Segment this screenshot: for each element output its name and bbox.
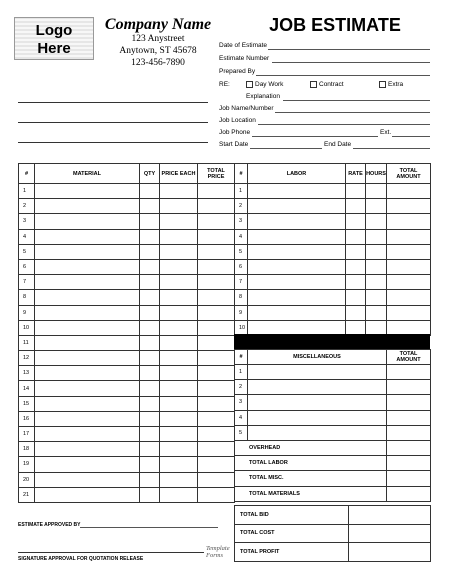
- total-label: TOTAL BID: [235, 506, 349, 525]
- misc-total-cell[interactable]: [387, 365, 431, 380]
- start-date-field[interactable]: [250, 148, 322, 149]
- labor-table: [234, 163, 431, 336]
- material-row: [19, 229, 235, 244]
- row-number: 1: [235, 184, 248, 199]
- price-each-cell[interactable]: [160, 320, 198, 335]
- price-each-header: PRICE EACH: [160, 164, 198, 184]
- row-number: 7: [235, 275, 248, 290]
- rate-cell[interactable]: [346, 305, 366, 320]
- material-cell[interactable]: [35, 305, 140, 320]
- rate-header: RATE: [346, 164, 366, 184]
- price-each-cell[interactable]: [160, 381, 198, 396]
- hours-cell[interactable]: [366, 199, 387, 214]
- price-each-cell[interactable]: [160, 487, 198, 502]
- misc-table: [234, 349, 431, 502]
- qty-cell[interactable]: [140, 457, 160, 472]
- qty-cell[interactable]: [140, 411, 160, 426]
- row-number: 15: [19, 396, 35, 411]
- material-cell[interactable]: [35, 320, 140, 335]
- material-num-header: #: [19, 164, 35, 184]
- misc-row: [235, 410, 431, 425]
- material-row: [19, 411, 235, 426]
- logo-placeholder: [14, 17, 94, 60]
- contract-label: Contract: [319, 81, 344, 89]
- misc-row: [235, 380, 431, 395]
- labor-total-cell[interactable]: [387, 229, 431, 244]
- material-cell[interactable]: [35, 184, 140, 199]
- row-number: 18: [19, 442, 35, 457]
- labor-row: [235, 275, 431, 290]
- price-each-cell[interactable]: [160, 427, 198, 442]
- subtotal-label: TOTAL MISC.: [235, 471, 387, 486]
- logo-text-line1: Logo: [35, 22, 73, 39]
- total-price-cell[interactable]: [198, 366, 235, 381]
- qty-cell[interactable]: [140, 184, 160, 199]
- prepared-by-label: Prepared By: [219, 68, 256, 75]
- labor-row: [235, 184, 431, 199]
- hours-header: HOURS: [366, 164, 387, 184]
- hours-cell[interactable]: [366, 184, 387, 199]
- subtotal-amount-cell[interactable]: [387, 440, 431, 455]
- misc-cell[interactable]: [248, 395, 387, 410]
- labor-num-header: #: [235, 164, 248, 184]
- rate-cell[interactable]: [346, 184, 366, 199]
- misc-header: MISCELLANEOUS: [248, 350, 387, 365]
- labor-cell[interactable]: [248, 184, 346, 199]
- price-each-cell[interactable]: [160, 244, 198, 259]
- labor-header: LABOR: [248, 164, 346, 184]
- rate-cell[interactable]: [346, 275, 366, 290]
- company-city: Anytown, ST 45678: [119, 46, 197, 56]
- explanation-field[interactable]: [283, 100, 430, 101]
- total-row: [235, 506, 431, 525]
- price-each-cell[interactable]: [160, 457, 198, 472]
- total-amount-cell[interactable]: [349, 524, 431, 543]
- material-row: [19, 457, 235, 472]
- total-price-header: TOTAL PRICE: [198, 164, 235, 184]
- material-cell[interactable]: [35, 290, 140, 305]
- misc-num-header: #: [235, 350, 248, 365]
- material-cell[interactable]: [35, 472, 140, 487]
- price-each-cell[interactable]: [160, 305, 198, 320]
- total-price-cell[interactable]: [198, 472, 235, 487]
- end-date-label: End Date: [324, 141, 352, 148]
- labor-cell[interactable]: [248, 244, 346, 259]
- watermark-line1: Template: [206, 545, 230, 552]
- totals-table: [234, 505, 431, 562]
- total-price-cell[interactable]: [198, 199, 235, 214]
- row-number: 3: [19, 214, 35, 229]
- price-each-cell[interactable]: [160, 396, 198, 411]
- extra-label: Extra: [388, 81, 404, 89]
- total-price-cell[interactable]: [198, 487, 235, 502]
- labor-total-cell[interactable]: [387, 290, 431, 305]
- total-label: TOTAL COST: [235, 524, 349, 543]
- hours-cell[interactable]: [366, 214, 387, 229]
- total-price-cell[interactable]: [198, 305, 235, 320]
- job-location-label: Job Location: [219, 117, 256, 124]
- price-each-cell[interactable]: [160, 411, 198, 426]
- qty-cell[interactable]: [140, 290, 160, 305]
- material-cell[interactable]: [35, 381, 140, 396]
- material-cell[interactable]: [35, 487, 140, 502]
- material-row: [19, 381, 235, 396]
- labor-total-cell[interactable]: [387, 259, 431, 274]
- misc-total-cell[interactable]: [387, 380, 431, 395]
- material-row: [19, 259, 235, 274]
- rate-cell[interactable]: [346, 244, 366, 259]
- row-number: 4: [235, 410, 248, 425]
- labor-total-cell[interactable]: [387, 305, 431, 320]
- labor-row: [235, 244, 431, 259]
- price-each-cell[interactable]: [160, 366, 198, 381]
- price-each-cell[interactable]: [160, 442, 198, 457]
- labor-total-cell[interactable]: [387, 199, 431, 214]
- watermark-line2: Forms: [206, 552, 223, 559]
- row-number: 13: [19, 366, 35, 381]
- total-label: TOTAL PROFIT: [235, 543, 349, 562]
- rate-cell[interactable]: [346, 214, 366, 229]
- qty-cell[interactable]: [140, 214, 160, 229]
- total-price-cell[interactable]: [198, 290, 235, 305]
- explanation-label: Explanation: [246, 93, 280, 100]
- qty-cell[interactable]: [140, 335, 160, 350]
- row-number: 9: [235, 305, 248, 320]
- total-price-cell[interactable]: [198, 244, 235, 259]
- material-cell[interactable]: [35, 229, 140, 244]
- row-number: 7: [19, 275, 35, 290]
- material-row: [19, 305, 235, 320]
- company-address: 123 Anystreet: [131, 34, 185, 44]
- material-row: [19, 396, 235, 411]
- misc-total-cell[interactable]: [387, 395, 431, 410]
- labor-cell[interactable]: [248, 214, 346, 229]
- signature-line[interactable]: [18, 552, 204, 553]
- price-each-cell[interactable]: [160, 335, 198, 350]
- job-name-field[interactable]: [275, 112, 430, 113]
- qty-cell[interactable]: [140, 381, 160, 396]
- logo-text-line2: Here: [37, 40, 71, 57]
- material-row: [19, 366, 235, 381]
- material-table: [18, 163, 235, 503]
- price-each-cell[interactable]: [160, 229, 198, 244]
- address-line-3[interactable]: [18, 142, 208, 143]
- labor-row: [235, 229, 431, 244]
- labor-cell[interactable]: [248, 259, 346, 274]
- contract-checkbox[interactable]: [310, 81, 317, 88]
- subtotal-row: [235, 471, 431, 486]
- total-price-cell[interactable]: [198, 259, 235, 274]
- day-work-checkbox[interactable]: [246, 81, 253, 88]
- labor-total-cell[interactable]: [387, 214, 431, 229]
- misc-cell[interactable]: [248, 380, 387, 395]
- qty-cell[interactable]: [140, 259, 160, 274]
- price-each-cell[interactable]: [160, 275, 198, 290]
- total-price-cell[interactable]: [198, 320, 235, 335]
- subtotal-label: TOTAL LABOR: [235, 456, 387, 471]
- company-block: [98, 16, 218, 69]
- approved-by-field[interactable]: [80, 527, 218, 528]
- qty-cell[interactable]: [140, 396, 160, 411]
- row-number: 21: [19, 487, 35, 502]
- labor-cell[interactable]: [248, 305, 346, 320]
- labor-row: [235, 305, 431, 320]
- total-price-cell[interactable]: [198, 396, 235, 411]
- row-number: 17: [19, 427, 35, 442]
- misc-cell[interactable]: [248, 365, 387, 380]
- hours-cell[interactable]: [366, 275, 387, 290]
- qty-cell[interactable]: [140, 305, 160, 320]
- row-number: 4: [235, 229, 248, 244]
- material-cell[interactable]: [35, 411, 140, 426]
- qty-cell[interactable]: [140, 244, 160, 259]
- total-price-cell[interactable]: [198, 335, 235, 350]
- subtotal-amount-cell[interactable]: [387, 471, 431, 486]
- labor-row: [235, 290, 431, 305]
- address-line-1[interactable]: [18, 102, 208, 103]
- row-number: 1: [235, 365, 248, 380]
- row-number: 10: [235, 320, 248, 335]
- total-price-cell[interactable]: [198, 442, 235, 457]
- material-cell[interactable]: [35, 275, 140, 290]
- qty-cell[interactable]: [140, 472, 160, 487]
- labor-total-cell[interactable]: [387, 244, 431, 259]
- labor-row: [235, 214, 431, 229]
- labor-total-amount-header: TOTAL AMOUNT: [387, 164, 431, 184]
- extra-option[interactable]: [379, 81, 403, 88]
- material-row: [19, 275, 235, 290]
- price-each-cell[interactable]: [160, 290, 198, 305]
- subtotal-row: [235, 486, 431, 501]
- total-price-cell[interactable]: [198, 184, 235, 199]
- misc-total-cell[interactable]: [387, 425, 431, 440]
- signature-label: SIGNATURE APPROVAL FOR QUOTATION RELEASE: [18, 556, 144, 562]
- rate-cell[interactable]: [346, 229, 366, 244]
- misc-total-amount-header: TOTAL AMOUNT: [387, 350, 431, 365]
- row-number: 5: [235, 244, 248, 259]
- hours-cell[interactable]: [366, 305, 387, 320]
- price-each-cell[interactable]: [160, 184, 198, 199]
- row-number: 14: [19, 381, 35, 396]
- material-row: [19, 214, 235, 229]
- material-row: [19, 320, 235, 335]
- total-price-cell[interactable]: [198, 457, 235, 472]
- contract-option[interactable]: [310, 81, 344, 88]
- qty-cell[interactable]: [140, 366, 160, 381]
- hours-cell[interactable]: [366, 259, 387, 274]
- material-row: [19, 184, 235, 199]
- price-each-cell[interactable]: [160, 199, 198, 214]
- total-price-cell[interactable]: [198, 214, 235, 229]
- subtotal-label: OVERHEAD: [235, 440, 387, 455]
- address-line-2[interactable]: [18, 122, 208, 123]
- row-number: 8: [19, 290, 35, 305]
- material-cell[interactable]: [35, 335, 140, 350]
- qty-cell[interactable]: [140, 199, 160, 214]
- total-price-cell[interactable]: [198, 411, 235, 426]
- row-number: 12: [19, 351, 35, 366]
- estimate-number-label: Estimate Number: [219, 55, 270, 62]
- material-cell[interactable]: [35, 457, 140, 472]
- row-number: 3: [235, 395, 248, 410]
- hours-cell[interactable]: [366, 229, 387, 244]
- total-row: [235, 524, 431, 543]
- material-cell[interactable]: [35, 199, 140, 214]
- rate-cell[interactable]: [346, 199, 366, 214]
- row-number: 1: [19, 184, 35, 199]
- misc-row: [235, 365, 431, 380]
- misc-cell[interactable]: [248, 410, 387, 425]
- total-price-cell[interactable]: [198, 229, 235, 244]
- misc-row: [235, 395, 431, 410]
- labor-row: [235, 259, 431, 274]
- date-label: Date of Estimate: [219, 42, 268, 49]
- day-work-label: Day Work: [255, 81, 284, 89]
- material-header: MATERIAL: [35, 164, 140, 184]
- qty-cell[interactable]: [140, 229, 160, 244]
- total-price-cell[interactable]: [198, 381, 235, 396]
- page-title: JOB ESTIMATE: [269, 15, 401, 35]
- row-number: 16: [19, 411, 35, 426]
- rate-cell[interactable]: [346, 290, 366, 305]
- ext-label: Ext.: [380, 129, 392, 136]
- material-cell[interactable]: [35, 259, 140, 274]
- row-number: 3: [235, 214, 248, 229]
- qty-cell[interactable]: [140, 427, 160, 442]
- qty-cell[interactable]: [140, 487, 160, 502]
- row-number: 19: [19, 457, 35, 472]
- material-cell[interactable]: [35, 351, 140, 366]
- material-row: [19, 351, 235, 366]
- material-row: [19, 472, 235, 487]
- material-cell[interactable]: [35, 427, 140, 442]
- job-location-field[interactable]: [258, 124, 430, 125]
- labor-cell[interactable]: [248, 275, 346, 290]
- total-price-cell[interactable]: [198, 427, 235, 442]
- total-price-cell[interactable]: [198, 275, 235, 290]
- row-number: 20: [19, 472, 35, 487]
- end-date-field[interactable]: [353, 148, 430, 149]
- row-number: 6: [19, 259, 35, 274]
- total-row: [235, 543, 431, 562]
- qty-header: QTY: [140, 164, 160, 184]
- row-number: 10: [19, 320, 35, 335]
- approved-by-label: ESTIMATE APPROVED BY: [18, 522, 81, 528]
- misc-cell[interactable]: [248, 425, 387, 440]
- material-row: [19, 244, 235, 259]
- material-cell[interactable]: [35, 366, 140, 381]
- company-phone: 123-456-7890: [131, 58, 185, 68]
- row-number: 2: [235, 380, 248, 395]
- price-each-cell[interactable]: [160, 259, 198, 274]
- hours-cell[interactable]: [366, 290, 387, 305]
- row-number: 8: [235, 290, 248, 305]
- row-number: 5: [19, 244, 35, 259]
- total-amount-cell[interactable]: [349, 506, 431, 525]
- total-price-cell[interactable]: [198, 351, 235, 366]
- subtotal-label: TOTAL MATERIALS: [235, 486, 387, 501]
- row-number: 9: [19, 305, 35, 320]
- day-work-option[interactable]: [246, 81, 283, 88]
- row-number: 6: [235, 259, 248, 274]
- material-row: [19, 335, 235, 350]
- qty-cell[interactable]: [140, 320, 160, 335]
- job-phone-label: Job Phone: [219, 129, 251, 136]
- labor-total-cell[interactable]: [387, 275, 431, 290]
- subtotal-amount-cell[interactable]: [387, 456, 431, 471]
- price-each-cell[interactable]: [160, 351, 198, 366]
- subtotal-row: [235, 440, 431, 455]
- row-number: 2: [19, 199, 35, 214]
- rate-cell[interactable]: [346, 259, 366, 274]
- qty-cell[interactable]: [140, 442, 160, 457]
- company-name: Company Name: [104, 16, 212, 33]
- re-label: RE:: [219, 81, 230, 88]
- date-field[interactable]: [268, 49, 430, 50]
- extra-checkbox[interactable]: [379, 81, 386, 88]
- misc-total-cell[interactable]: [387, 410, 431, 425]
- qty-cell[interactable]: [140, 275, 160, 290]
- material-row: [19, 199, 235, 214]
- price-each-cell[interactable]: [160, 214, 198, 229]
- price-each-cell[interactable]: [160, 472, 198, 487]
- row-number: 11: [19, 335, 35, 350]
- material-row: [19, 427, 235, 442]
- ext-field[interactable]: [392, 136, 430, 137]
- material-row: [19, 487, 235, 502]
- material-cell[interactable]: [35, 442, 140, 457]
- hours-cell[interactable]: [366, 244, 387, 259]
- prepared-by-field[interactable]: [256, 75, 430, 76]
- material-cell[interactable]: [35, 214, 140, 229]
- subtotal-amount-cell[interactable]: [387, 486, 431, 501]
- labor-cell[interactable]: [248, 229, 346, 244]
- labor-row: [235, 199, 431, 214]
- job-name-label: Job Name/Number: [219, 105, 274, 112]
- row-number: 5: [235, 425, 248, 440]
- total-amount-cell[interactable]: [349, 543, 431, 562]
- job-phone-field[interactable]: [252, 136, 378, 137]
- labor-cell[interactable]: [248, 199, 346, 214]
- labor-cell[interactable]: [248, 290, 346, 305]
- row-number: 4: [19, 229, 35, 244]
- estimate-number-field[interactable]: [272, 62, 430, 63]
- qty-cell[interactable]: [140, 351, 160, 366]
- start-date-label: Start Date: [219, 141, 249, 148]
- row-number: 2: [235, 199, 248, 214]
- material-row: [19, 442, 235, 457]
- labor-total-cell[interactable]: [387, 184, 431, 199]
- misc-row: [235, 425, 431, 440]
- material-cell[interactable]: [35, 396, 140, 411]
- separator-bar: [234, 334, 430, 349]
- material-cell[interactable]: [35, 244, 140, 259]
- subtotal-row: [235, 456, 431, 471]
- template-forms-logo: [206, 545, 230, 559]
- material-row: [19, 290, 235, 305]
